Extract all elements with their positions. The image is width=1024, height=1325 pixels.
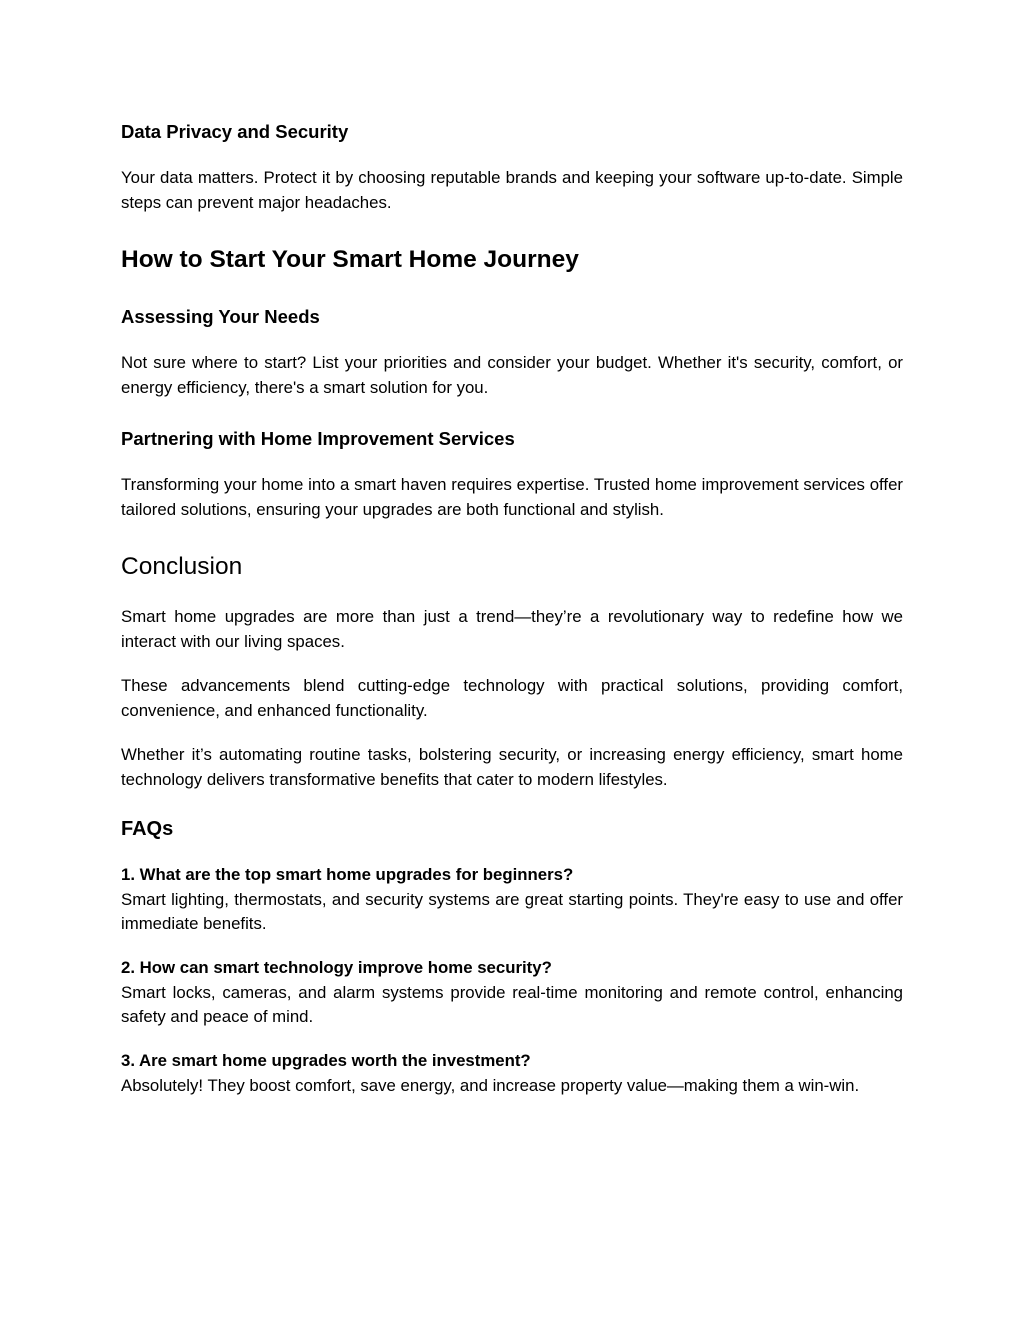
faq-answer-2: Smart locks, cameras, and alarm systems provide real-time monitoring and remote control, enhancing safety and peace of mind. xyxy=(121,982,903,1026)
assessing-needs-paragraph: Not sure where to start? List your priorities and consider your budget. Whether it's security, comfort, or energy efficiency, there's a smart solution for you. xyxy=(121,353,903,397)
assessing-needs-heading: Assessing Your Needs xyxy=(121,306,320,327)
faq-item-1 xyxy=(121,863,903,937)
faq-question-1: 1. What are the top smart home upgrades for beginners? xyxy=(121,865,574,884)
privacy-paragraph: Your data matters. Protect it by choosing reputable brands and keeping your software up-to-date. Simple steps can prevent major headaches. xyxy=(121,168,903,212)
privacy-heading: Data Privacy and Security xyxy=(121,121,349,142)
conclusion-paragraph-2: These advancements blend cutting-edge technology with practical solutions, providing comfort, convenience, and enhanced functionality. xyxy=(121,676,903,720)
faq-item-2 xyxy=(121,956,903,1030)
faqs-heading: FAQs xyxy=(121,818,174,840)
faq-question-3: 3. Are smart home upgrades worth the investment? xyxy=(121,1051,531,1070)
faq-item-3 xyxy=(121,1049,903,1098)
conclusion-heading: Conclusion xyxy=(121,553,243,580)
partnering-heading: Partnering with Home Improvement Services xyxy=(121,428,515,449)
faq-question-2: 2. How can smart technology improve home security? xyxy=(121,958,552,977)
partnering-paragraph: Transforming your home into a smart haven requires expertise. Trusted home improvement services offer tailored solutions, ensuring your upgrades are both functional and stylish. xyxy=(121,475,903,519)
start-journey-heading: How to Start Your Smart Home Journey xyxy=(121,246,579,273)
conclusion-paragraph-1: Smart home upgrades are more than just a trend—they’re a revolutionary way to redefine how we interact with our living spaces. xyxy=(121,607,903,651)
faq-answer-3: Absolutely! They boost comfort, save energy, and increase property value—making them a win-win. xyxy=(121,1075,860,1095)
conclusion-paragraph-3: Whether it’s automating routine tasks, bolstering security, or increasing energy efficiency, smart home technology delivers transformative benefits that cater to modern lifestyles. xyxy=(121,745,903,789)
faq-answer-1: Smart lighting, thermostats, and security systems are great starting points. They're easy to use and offer immediate benefits. xyxy=(121,889,903,933)
